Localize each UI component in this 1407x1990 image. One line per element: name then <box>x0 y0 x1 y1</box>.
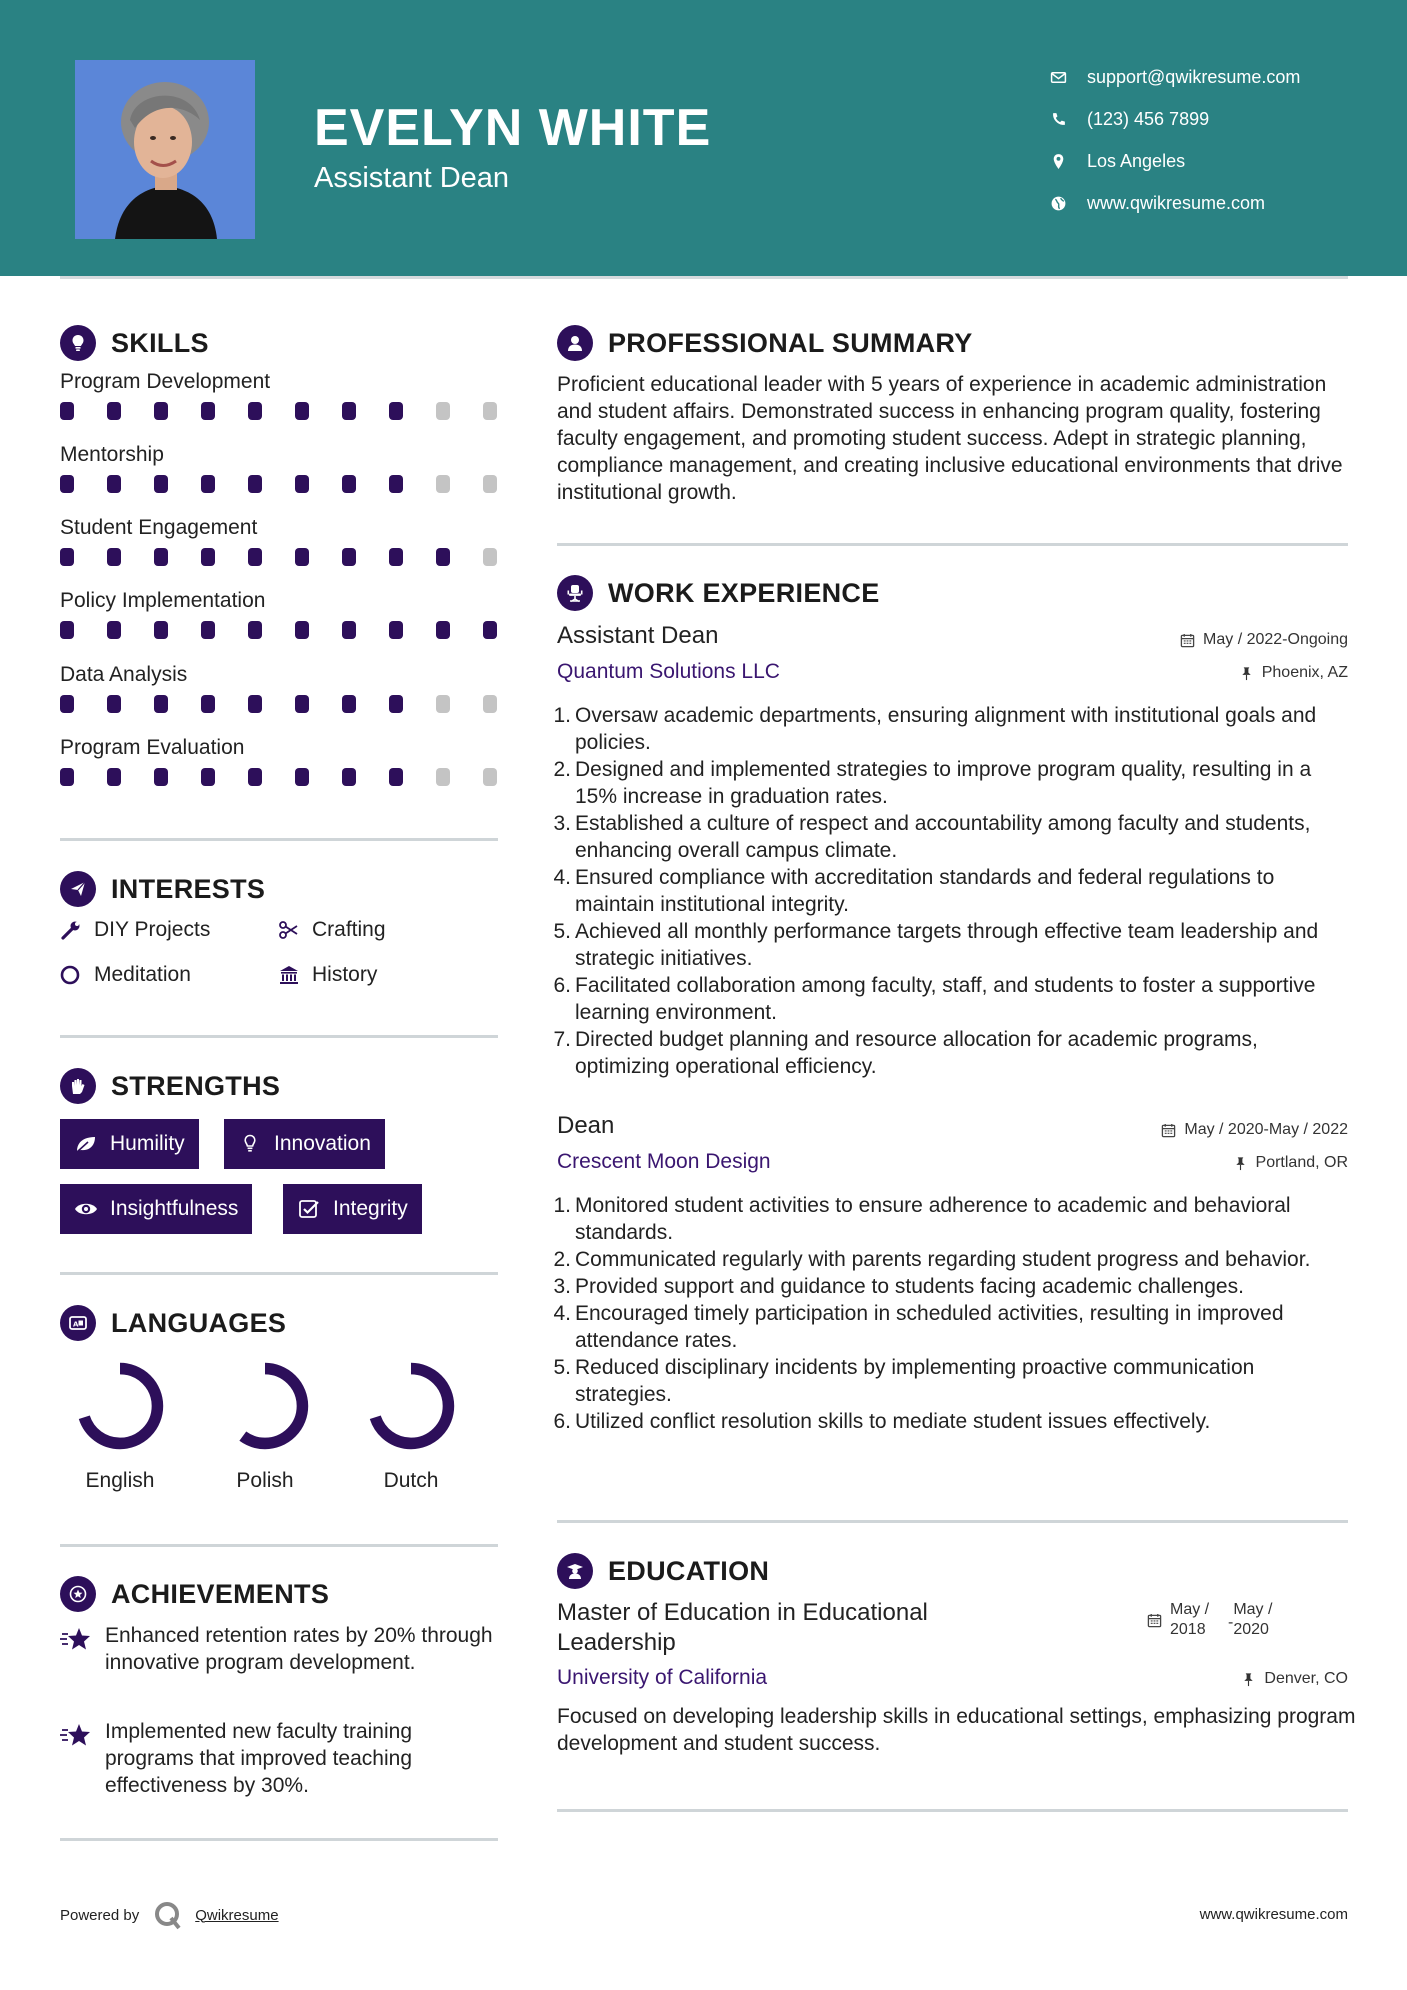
skill-dot <box>295 768 309 786</box>
calendar-icon <box>1180 633 1195 648</box>
job-bullet-text: Achieved all monthly performance targets through effective team leadership and strategic initiatives. <box>575 920 1319 970</box>
contact-phone-text: (123) 456 7899 <box>1087 108 1210 129</box>
strength-chip <box>224 1119 385 1169</box>
skill-dot <box>436 548 450 566</box>
candidate-role: Assistant Dean <box>314 162 510 194</box>
summary-heading <box>557 325 973 361</box>
job-bullet: 3. Established a culture of respect and accountability among faculty and students, enhancing overall campus climate. <box>555 810 1355 864</box>
skill-name: Program Evaluation <box>60 736 245 759</box>
interest-label: DIY Projects <box>94 918 211 941</box>
skill-dot <box>295 695 309 713</box>
languages-title: LANGUAGES <box>111 1307 287 1338</box>
contact-email-text: support@qwikresume.com <box>1087 66 1301 87</box>
education-title: EDUCATION <box>608 1555 770 1586</box>
skill-dot <box>248 548 262 566</box>
interest-item <box>60 963 191 987</box>
skill-dot <box>248 768 262 786</box>
job-bullet-text: Established a culture of respect and accountability among faculty and students, enhancing overall campus climate. <box>575 812 1311 862</box>
skill-dot <box>483 402 497 420</box>
job-bullet: 1. Monitored student activities to ensure adherence to academic and behavioral standards. <box>555 1192 1355 1246</box>
section-divider <box>60 1035 498 1038</box>
skill-dot <box>154 475 168 493</box>
skill-dot <box>483 621 497 639</box>
qwikresume-logo-icon <box>153 1900 183 1930</box>
skill-name: Program Development <box>60 370 271 393</box>
pushpin-icon <box>1239 666 1254 681</box>
pushpin-icon <box>1241 1672 1256 1687</box>
skill-dot <box>154 621 168 639</box>
skill-dot <box>107 402 121 420</box>
language-name: Dutch <box>383 1469 439 1492</box>
languages-heading <box>60 1305 286 1341</box>
job-title: Dean <box>557 1112 615 1139</box>
job-bullet: 6. Utilized conflict resolution skills to mediate student issues effectively. <box>553 1410 1211 1433</box>
company-name: Quantum Solutions LLC <box>557 660 780 683</box>
section-divider <box>60 838 498 841</box>
strength-label: Humility <box>110 1132 185 1155</box>
language-item <box>351 1358 471 1493</box>
job-bullet-text: Facilitated collaboration among faculty, staff, and students to foster a supportive learning environment. <box>575 974 1316 1024</box>
school-name: University of California <box>557 1666 768 1689</box>
interests-heading <box>60 871 265 907</box>
job-bullet-text: Ensured compliance with accreditation standards and federal regulations to maintain institutional integrity. <box>575 866 1275 916</box>
job-bullet-list <box>555 702 1355 1080</box>
skill-rating <box>60 695 500 713</box>
strength-chip <box>60 1119 199 1169</box>
language-progress-ring <box>217 1358 313 1454</box>
education-dates <box>1147 1600 1279 1640</box>
summary-text: Proficient educational leader with 5 years of experience in academic administration and student affairs. Demonstrated success in enhancing program quality, fostering faculty engagement, and promoting student success. Adept in strategic planning, compliance management, and creating inclusive educational environments that drive institutional growth. <box>557 373 1343 504</box>
skill-rating <box>60 621 500 639</box>
skill-dot <box>60 548 74 566</box>
summary-title: PROFESSIONAL SUMMARY <box>608 327 973 358</box>
skill-item <box>60 516 500 566</box>
section-divider <box>60 1272 498 1275</box>
interest-label: Crafting <box>312 918 386 941</box>
skill-dot <box>107 621 121 639</box>
skill-dot <box>107 548 121 566</box>
job-location <box>1239 664 1348 682</box>
star-badge-icon <box>60 1576 96 1612</box>
paper-plane-icon <box>60 871 96 907</box>
section-divider <box>60 1544 498 1547</box>
achievements-title: ACHIEVEMENTS <box>111 1578 330 1609</box>
skills-title: SKILLS <box>111 327 209 358</box>
job-bullet: 1. Oversaw academic departments, ensuring alignment with institutional goals and policies. <box>555 702 1355 756</box>
circle-icon <box>60 964 94 986</box>
section-divider <box>557 543 1348 546</box>
skill-dot <box>389 621 403 639</box>
skill-dot <box>154 695 168 713</box>
eye-icon <box>74 1199 98 1219</box>
experience-heading <box>557 575 880 611</box>
skill-dot <box>201 548 215 566</box>
skill-dot <box>295 548 309 566</box>
skill-dot <box>60 621 74 639</box>
job-bullet-text: Monitored student activities to ensure adherence to academic and behavioral standards. <box>575 1194 1291 1244</box>
job-bullet-text: Designed and implemented strategies to improve program quality, resulting in a 15% increase in graduation rates. <box>575 758 1312 808</box>
qwikresume-link[interactable]: Qwikresume <box>195 1906 279 1924</box>
language-progress-ring <box>363 1358 459 1454</box>
user-icon <box>557 325 593 361</box>
skill-item <box>60 443 500 493</box>
date-separator: - <box>1228 1614 1234 1631</box>
skill-dot <box>483 475 497 493</box>
skill-dot <box>107 475 121 493</box>
wrench-icon <box>60 919 94 941</box>
education-heading <box>557 1553 769 1589</box>
skill-rating <box>60 768 500 786</box>
skill-dot <box>107 768 121 786</box>
skill-dot <box>342 695 356 713</box>
office-chair-icon <box>557 575 593 611</box>
strength-label: Innovation <box>274 1132 371 1155</box>
skill-dot <box>201 768 215 786</box>
skill-dot <box>295 402 309 420</box>
museum-icon <box>278 964 312 986</box>
hand-icon <box>60 1068 96 1104</box>
job-location <box>1233 1154 1348 1172</box>
contact-website-text: www.qwikresume.com <box>1087 192 1266 213</box>
phone-icon <box>1050 111 1087 128</box>
education-start: May / 2018 <box>1170 1601 1210 1638</box>
job-bullet: 6. Facilitated collaboration among faculty, staff, and students to foster a supportive learning environment. <box>555 972 1355 1026</box>
skill-dot <box>60 475 74 493</box>
contact-website[interactable] <box>1050 182 1380 224</box>
language-item <box>205 1358 325 1493</box>
contact-location-text: Los Angeles <box>1087 150 1186 171</box>
skill-dot <box>248 621 262 639</box>
contact-phone[interactable] <box>1050 98 1380 140</box>
job-bullet-list <box>555 1192 1355 1435</box>
skill-item <box>60 589 500 639</box>
footer-url[interactable]: www.qwikresume.com <box>1199 1906 1348 1923</box>
education-location <box>1241 1670 1348 1688</box>
calendar-icon <box>1161 1123 1176 1138</box>
job-bullet: 4. Encouraged timely participation in scheduled activities, resulting in improved attendance rates. <box>555 1300 1355 1354</box>
interest-item <box>278 963 377 987</box>
skill-dot <box>154 402 168 420</box>
skill-dot <box>201 695 215 713</box>
job-date-text: May / 2020-May / 2022 <box>1184 1121 1348 1138</box>
skill-dot <box>483 548 497 566</box>
leaf-icon <box>74 1134 98 1154</box>
skill-dot <box>342 621 356 639</box>
skill-item <box>60 370 500 420</box>
skill-dot <box>201 402 215 420</box>
job-bullet-text: Directed budget planning and resource allocation for academic programs, optimizing operational efficiency. <box>575 1028 1258 1078</box>
skill-dot <box>201 621 215 639</box>
skill-name: Data Analysis <box>60 663 188 686</box>
skill-dot <box>295 621 309 639</box>
job-bullet-text: Communicated regularly with parents regarding student progress and behavior. <box>575 1248 1311 1271</box>
skill-dot <box>389 695 403 713</box>
globe-icon <box>1050 195 1087 212</box>
contact-location <box>1050 140 1380 182</box>
strengths-title: STRENGTHS <box>111 1070 281 1101</box>
skill-dot <box>248 475 262 493</box>
contact-email[interactable] <box>1050 56 1380 98</box>
job-bullet: 4. Ensured compliance with accreditation standards and federal regulations to maintain institutional integrity. <box>555 864 1355 918</box>
interests-title: INTERESTS <box>111 873 266 904</box>
skill-dot <box>248 402 262 420</box>
skill-dot <box>483 768 497 786</box>
skill-dot <box>154 548 168 566</box>
graduate-icon <box>557 1553 593 1589</box>
interest-item <box>60 918 210 942</box>
resume-header <box>0 0 1407 276</box>
language-item <box>60 1358 180 1493</box>
envelope-icon <box>1050 69 1087 86</box>
skill-dot <box>248 695 262 713</box>
achievements-heading <box>60 1576 329 1612</box>
job-bullet-text: Oversaw academic departments, ensuring alignment with institutional goals and policies. <box>575 704 1317 754</box>
achievement-text: Enhanced retention rates by 20% through innovative program development. <box>105 1624 493 1674</box>
skill-dot <box>342 548 356 566</box>
candidate-name: EVELYN WHITE <box>314 99 712 157</box>
skill-dot <box>389 402 403 420</box>
job-bullet-text: Provided support and guidance to students facing academic challenges. <box>575 1275 1244 1298</box>
footer-powered-by <box>60 1900 279 1930</box>
lightbulb-icon <box>238 1134 262 1154</box>
job-bullet-text: Encouraged timely participation in scheduled activities, resulting in improved attendance rates. <box>575 1302 1284 1352</box>
lightbulb-icon <box>60 325 96 361</box>
job-bullet-text: Utilized conflict resolution skills to mediate student issues effectively. <box>575 1410 1211 1433</box>
interest-label: Meditation <box>94 963 191 986</box>
education-description: Focused on developing leadership skills in educational settings, emphasizing program development and student success. <box>557 1705 1356 1755</box>
job-date <box>1180 631 1348 649</box>
skill-dot <box>295 475 309 493</box>
star-icon <box>60 1622 105 1676</box>
skill-dot <box>436 695 450 713</box>
interest-item <box>278 918 386 942</box>
job-bullet-text: Reduced disciplinary incidents by implementing proactive communication strategies. <box>575 1356 1255 1406</box>
skill-dot <box>201 475 215 493</box>
strength-label: Integrity <box>333 1197 408 1220</box>
check-square-icon <box>297 1199 321 1219</box>
company-name: Crescent Moon Design <box>557 1150 771 1173</box>
skill-rating <box>60 402 500 420</box>
contact-list <box>1050 56 1380 224</box>
skill-dot <box>60 402 74 420</box>
language-progress-ring <box>72 1358 168 1454</box>
language-name: Polish <box>236 1469 294 1492</box>
job-bullet: 3. Provided support and guidance to students facing academic challenges. <box>553 1275 1244 1298</box>
calendar-icon <box>1147 1613 1162 1628</box>
achievement-text: Implemented new faculty training programs that improved teaching effectiveness by 30%. <box>105 1720 412 1797</box>
map-pin-icon <box>1050 153 1087 170</box>
id-card-icon <box>60 1305 96 1341</box>
skill-dot <box>389 475 403 493</box>
skill-dot <box>60 695 74 713</box>
strength-chip <box>60 1184 252 1234</box>
skill-dot <box>60 768 74 786</box>
education-location-text: Denver, CO <box>1264 1670 1348 1687</box>
achievement-item <box>60 1718 500 1799</box>
job-location-text: Portland, OR <box>1255 1154 1348 1171</box>
header-divider <box>60 276 1348 279</box>
strength-label: Insightfulness <box>110 1197 239 1220</box>
svg-text:A: A <box>73 1320 79 1329</box>
skill-name: Policy Implementation <box>60 589 266 612</box>
job-bullet: 7. Directed budget planning and resource allocation for academic programs, optimizing operational efficiency. <box>555 1026 1355 1080</box>
job-bullet: 5. Reduced disciplinary incidents by implementing proactive communication strategies. <box>555 1354 1355 1408</box>
skill-dot <box>342 475 356 493</box>
section-divider <box>60 1838 498 1841</box>
job-bullet: 2. Designed and implemented strategies to improve program quality, resulting in a 15% increase in graduation rates. <box>555 756 1355 810</box>
skill-name: Mentorship <box>60 443 164 466</box>
pushpin-icon <box>1233 1156 1248 1171</box>
skill-dot <box>436 402 450 420</box>
degree-title: Master of Education in Educational Leadership <box>557 1599 928 1656</box>
strength-chip <box>283 1184 422 1234</box>
section-divider <box>557 1809 1348 1812</box>
job-bullet: 2. Communicated regularly with parents regarding student progress and behavior. <box>553 1248 1311 1271</box>
profile-photo <box>75 60 255 239</box>
skill-dot <box>342 402 356 420</box>
skill-dot <box>342 768 356 786</box>
job-title: Assistant Dean <box>557 622 719 649</box>
skill-rating <box>60 548 500 566</box>
skill-rating <box>60 475 500 493</box>
skill-item <box>60 663 500 713</box>
skill-dot <box>389 548 403 566</box>
star-icon <box>60 1718 105 1799</box>
skill-dot <box>436 621 450 639</box>
scissors-icon <box>278 919 312 941</box>
achievement-item <box>60 1622 500 1676</box>
skill-name: Student Engagement <box>60 516 258 539</box>
skill-dot <box>436 475 450 493</box>
language-name: English <box>85 1469 155 1492</box>
skill-dot <box>436 768 450 786</box>
skill-dot <box>107 695 121 713</box>
interest-label: History <box>312 963 378 986</box>
strengths-heading <box>60 1068 280 1104</box>
job-bullet: 5. Achieved all monthly performance targets through effective team leadership and strategic initiatives. <box>555 918 1355 972</box>
section-divider <box>557 1520 1348 1523</box>
skill-dot <box>483 695 497 713</box>
skill-dot <box>154 768 168 786</box>
education-end: May / 2020 <box>1233 1601 1273 1638</box>
job-location-text: Phoenix, AZ <box>1261 664 1348 681</box>
job-date <box>1161 1121 1348 1139</box>
skill-item <box>60 736 500 786</box>
experience-title: WORK EXPERIENCE <box>608 577 880 608</box>
job-date-text: May / 2022-Ongoing <box>1203 631 1348 648</box>
skills-heading <box>60 325 209 361</box>
powered-by-label: Powered by <box>60 1906 140 1924</box>
skill-dot <box>389 768 403 786</box>
